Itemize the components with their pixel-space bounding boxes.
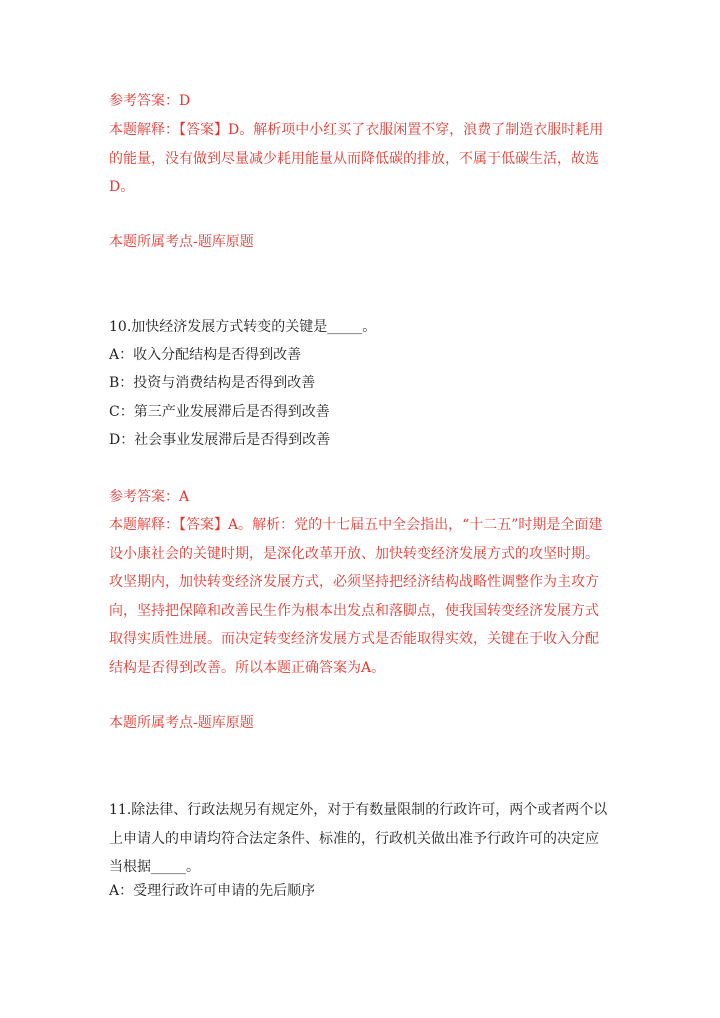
q9-explanation: 本题解释：【答案】D。解析项中小红买了衣服闲置不穿，浪费了制造衣服时耗用的能量，没有做到尽量减少耗用能量从而降低碳的排放，不属于低碳生活，故选D。	[109, 122, 604, 195]
q10-stem: 10.加快经济发展方式转变的关键是_____。	[109, 319, 377, 335]
q10-explanation: 本题解释：【答案】A。解析：党的十七届五中全会指出，“十二五”时期是全面建设小康社会的关键时期，是深化改革开放、加快转变经济发展方式的攻坚时期。攻坚期内，加快转变经济发展方式，必须坚持把经济结构战略性调整作为主攻方向，坚持把保障和改善民生作为根本出发点和落脚点，使我国转变经济发展方式取得实质性进展。而决定转变经济发展方式是否能取得实效，关键在于收入分配结构是否得到改善。所以本题正确答案为A。	[109, 517, 603, 676]
q10-option-b: B：投资与消费结构是否得到改善	[109, 375, 316, 391]
q9-topic: 本题所属考点-题库原题	[109, 234, 254, 250]
q11-stem: 11.除法律、行政法规另有规定外，对于有数量限制的行政许可，两个或者两个以上申请人的申请均符合法定条件、标准的，行政机关做出准予行政许可的决定应当根据_____。	[109, 802, 608, 875]
q10-topic: 本题所属考点-题库原题	[109, 715, 254, 731]
q10-option-c: C：第三产业发展滞后是否得到改善	[109, 404, 330, 420]
q10-option-a: A：收入分配结构是否得到改善	[109, 347, 302, 363]
q9-answer: 参考答案：D	[109, 93, 191, 109]
q11-option-a: A：受理行政许可申请的先后顺序	[109, 883, 316, 899]
q10-option-d: D：社会事业发展滞后是否得到改善	[109, 432, 331, 448]
q10-answer: 参考答案：A	[109, 489, 190, 505]
